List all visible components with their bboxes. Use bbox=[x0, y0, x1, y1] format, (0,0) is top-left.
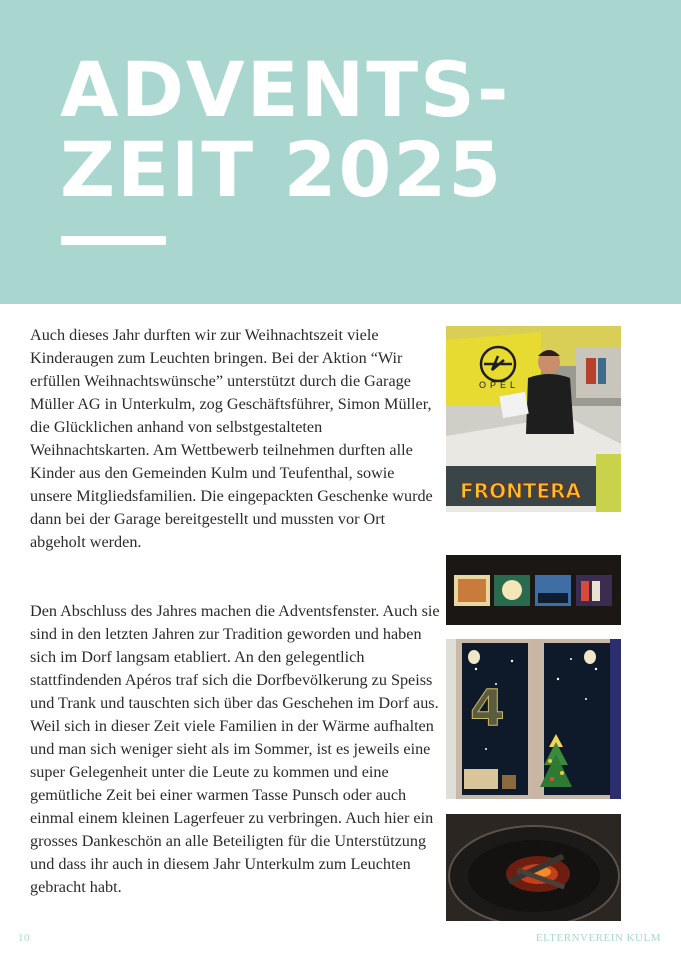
frontera-sign-text: FRONTERA bbox=[460, 479, 581, 503]
page-number: 10 bbox=[18, 932, 30, 944]
article-paragraph-2: Den Abschluss des Jahres machen die Adventsfenster. Auch sie sind in den letzten Jahren zur Tradition geworden und haben sich im Dorf langsam etabliert. An den gelegentlich stattfindenden Apéros traf sich die Dorfbevölkerung zu Speiss und Trank und tauschten sich über das Geschehen im Dorf aus. Weil sich in dieser Zeit viele Familien in der Wärme aufhalten und man sich weniger sieht als im Sommer, ist es jeweils eine super Gelegenheit unter die Leute zu kommen und eine gemütliche Zeit bei einer warmen Tasse Punsch oder auch einmal einem kleinen Lagerfeuer zu verbringen. Auch hier ein grosses Dankeschön an alle Beteiligten für die Unterstützung und dass ihr auch in diesem Jahr Unterkulm zum Leuchten gebracht habt. bbox=[30, 602, 440, 896]
title-line-2: ZEIT 2025 bbox=[60, 125, 504, 214]
window-number: 4 bbox=[470, 679, 505, 737]
photo-advent-window-4 bbox=[446, 639, 621, 799]
photo-garage-showroom bbox=[446, 326, 621, 512]
photo-advent-windows-row bbox=[446, 555, 621, 625]
organization-name: ELTERNVEREIN KULM bbox=[535, 932, 661, 944]
photo-campfire bbox=[446, 814, 621, 921]
title-underline bbox=[61, 236, 166, 245]
opel-logo-text: OPEL bbox=[479, 380, 520, 390]
page-title bbox=[60, 45, 511, 214]
title-line-1: ADVENTS- bbox=[60, 45, 511, 134]
article-paragraph-1: Auch dieses Jahr durften wir zur Weihnachtszeit viele Kinderaugen zum Leuchten bringen. Bei der Aktion “Wir erfüllen Weihnachtswünsche” unterstützt durch die Garage Müller AG in Unterkulm, zog Geschäftsführer, Simon Müller, die Glücklichen anhand von selbstgestalteten Weihnachtskarten. Am Wettbewerb teilnehmen durften alle Kinder aus den Gemeinden Kulm und Teufenthal, sowie unsere Mitgliedsfamilien. Die eingepackten Geschenke wurde dann bei der Garage bereitgestellt und mussten vor Ort abgeholt werden. bbox=[30, 326, 433, 551]
title-banner bbox=[0, 0, 681, 304]
